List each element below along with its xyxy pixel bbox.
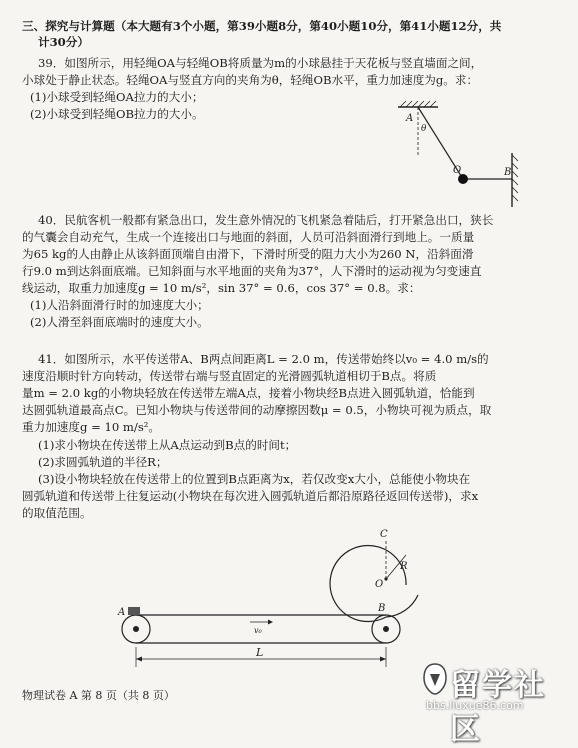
label-A2: A [118, 607, 126, 618]
velocity-arrow-icon [268, 620, 273, 625]
label-v0: v₀ [254, 626, 262, 635]
label-theta: θ [421, 124, 427, 134]
watermark [422, 658, 572, 747]
q40-part-1: (1)人沿斜面滑行时的加速度大小； [30, 298, 209, 312]
q40-line-1: 40．民航客机一般都有紧急出口，发生意外情况的飞机紧急着陆后，打开紧急出口，狭长 [38, 213, 494, 227]
q39-figure [390, 95, 530, 210]
label-L: L [256, 646, 264, 659]
q39-line-2: 小球处于静止状态。轻绳OA与竖直方向的夹角为θ，轻绳OB水平，重力加速度为g。求： [22, 73, 479, 87]
q41-line-3: 量m = 2.0 kg的小物块轻放在传送带左端A点，接着小物块经B点进入圆弧轨道，恰能到 [22, 386, 475, 400]
q39-part-2: (2)小球受到轻绳OB拉力的大小。 [30, 107, 204, 121]
q41-part-3: (3)设小物块轻放在传送带上的位置到B点距离为x，若仅改变x大小，总能使小物块在 [38, 472, 471, 486]
page-footer: 物理试卷 A 第 8 页（共 8 页） [22, 689, 175, 702]
q40-line-3: 为65 kg的人由静止从该斜面顶端自由滑下，下滑时所受的阻力大小为260 N，沿斜面滑 [22, 247, 474, 261]
q41-part-1: (1)求小物块在传送带上从A点运动到B点的时间t； [38, 438, 297, 452]
watermark-url: bbs.liuxue86.com [426, 699, 524, 712]
block-icon [128, 607, 140, 615]
q39-part-1: (1)小球受到轻绳OA拉力的大小； [30, 90, 204, 104]
q41-line-4: 达圆弧轨道最高点C。已知小物块与传送带间的动摩擦因数μ = 0.5，小物块可视为质点，取 [22, 403, 492, 417]
q40-line-5: 线运动，取重力加速度g = 10 m/s²，sin 37° = 0.6，cos 37° = 0.8。求： [22, 281, 421, 295]
q41-line-5: 重力加速度g = 10 m/s²。 [22, 420, 161, 434]
label-B: B [504, 167, 512, 178]
watermark-logo-icon [422, 662, 448, 696]
label-B2: B [378, 603, 386, 614]
label-O: O [453, 165, 462, 176]
q41-line-1: 41．如图所示，水平传送带A、B两点间距离L = 2.0 m，传送带始终以v₀ = 4.0 m/s的 [38, 352, 489, 366]
q39-line-1: 39．如图所示，用轻绳OA与轻绳OB将质量为m的小球悬挂于天花板与竖直墙面之间， [38, 56, 483, 70]
label-C: C [380, 529, 388, 540]
watermark-title: 留学社区 [450, 668, 546, 747]
q41-part-2: (2)求圆弧轨道的半径R； [38, 455, 168, 469]
q41-line-2: 速度沿顺时针方向转动，传送带右端与竖直固定的光滑圆弧轨道相切于B点。将质 [22, 369, 437, 383]
label-O2: O [375, 579, 384, 590]
q41-figure [110, 525, 440, 675]
q41-part-3-cont: 圆弧轨道和传送带上往复运动(小物块在每次进入圆弧轨道后都沿原路径返回传送带)，求x [22, 489, 479, 503]
section-title-cont: 计30分） [38, 35, 89, 49]
q40-line-2: 的气囊会自动充气，生成一个连接出口与地面的斜面，人员可沿斜面滑行到地上。一质量 [22, 230, 475, 244]
q41-part-3-end: 的取值范围。 [22, 506, 92, 520]
label-R: R [400, 561, 408, 572]
section-title: 三、探究与计算题（本大题有3个小题，第39小题8分，第40小题10分，第41小题12分，共 [22, 19, 502, 33]
q40-line-4: 行9.0 m到达斜面底端。已知斜面与水平地面的夹角为37°，人下滑时的运动视为匀变速直 [22, 264, 482, 278]
label-A: A [406, 113, 414, 124]
q40-part-2: (2)人滑至斜面底端时的速度大小。 [30, 315, 209, 329]
